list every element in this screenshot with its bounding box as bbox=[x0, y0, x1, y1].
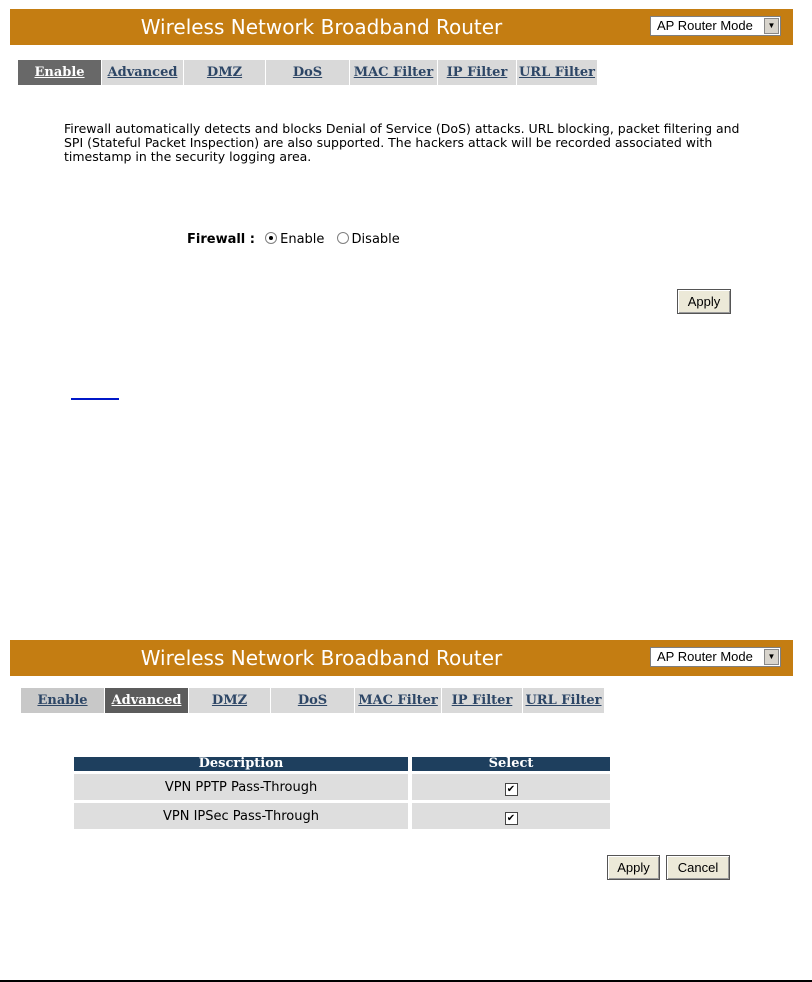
table-row bbox=[74, 774, 610, 800]
header-bar-2 bbox=[10, 640, 793, 676]
firewall-enable-label: Enable bbox=[280, 232, 325, 247]
mode-select-value: AP Router Mode bbox=[657, 18, 753, 33]
tab-ip-filter[interactable]: IP Filter bbox=[438, 60, 517, 85]
mode-select[interactable] bbox=[650, 16, 781, 36]
table-row bbox=[74, 803, 610, 829]
tab-enable[interactable]: Enable bbox=[18, 60, 102, 85]
row-description: VPN PPTP Pass-Through bbox=[74, 774, 408, 800]
firewall-label: Firewall : bbox=[187, 232, 255, 247]
mode-select-value-2: AP Router Mode bbox=[657, 649, 753, 664]
tab-bar bbox=[18, 60, 598, 85]
apply-button[interactable]: Apply bbox=[677, 289, 731, 314]
tab-dmz[interactable]: DMZ bbox=[184, 60, 266, 85]
firewall-disable-label: Disable bbox=[351, 232, 400, 247]
table-header-row bbox=[74, 757, 610, 771]
tab-bar-2 bbox=[21, 688, 605, 713]
column-header-select: Select bbox=[412, 757, 610, 771]
tab-dos[interactable]: DoS bbox=[266, 60, 350, 85]
vpn-table bbox=[74, 754, 610, 832]
vpn-ipsec-checkbox[interactable]: ✔ bbox=[505, 812, 518, 825]
column-header-description: Description bbox=[74, 757, 408, 771]
tab-url-filter[interactable]: URL Filter bbox=[523, 688, 605, 713]
tab-advanced[interactable]: Advanced bbox=[105, 688, 189, 713]
tab-url-filter[interactable]: URL Filter bbox=[517, 60, 598, 85]
tab-advanced[interactable]: Advanced bbox=[102, 60, 184, 85]
chevron-down-icon[interactable]: ▼ bbox=[764, 18, 779, 34]
header-bar bbox=[10, 9, 793, 45]
firewall-enable-radio[interactable] bbox=[265, 232, 277, 244]
tab-mac-filter[interactable]: MAC Filter bbox=[355, 688, 442, 713]
underline-link[interactable] bbox=[71, 398, 119, 400]
firewall-setting bbox=[187, 232, 400, 247]
tab-enable[interactable]: Enable bbox=[21, 688, 105, 713]
router-title-2: Wireless Network Broadband Router bbox=[140, 646, 503, 670]
tab-dmz[interactable]: DMZ bbox=[189, 688, 271, 713]
firewall-disable-radio[interactable] bbox=[337, 232, 349, 244]
chevron-down-icon[interactable]: ▼ bbox=[764, 649, 779, 665]
row-description: VPN IPSec Pass-Through bbox=[74, 803, 408, 829]
mode-select-2[interactable] bbox=[650, 647, 781, 667]
apply-button-2[interactable]: Apply bbox=[607, 855, 660, 880]
tab-mac-filter[interactable]: MAC Filter bbox=[350, 60, 438, 85]
tab-ip-filter[interactable]: IP Filter bbox=[442, 688, 523, 713]
cancel-button[interactable]: Cancel bbox=[666, 855, 730, 880]
vpn-pptp-checkbox[interactable]: ✔ bbox=[505, 783, 518, 796]
router-title: Wireless Network Broadband Router bbox=[140, 15, 503, 39]
tab-dos[interactable]: DoS bbox=[271, 688, 355, 713]
firewall-description: Firewall automatically detects and blocks Denial of Service (DoS) attacks. URL blocking, packet filtering and SPI (Stateful Packet Inspection) are also supported. The hackers attack will be recorded associated with timestamp in the security logging area. bbox=[64, 121, 740, 164]
